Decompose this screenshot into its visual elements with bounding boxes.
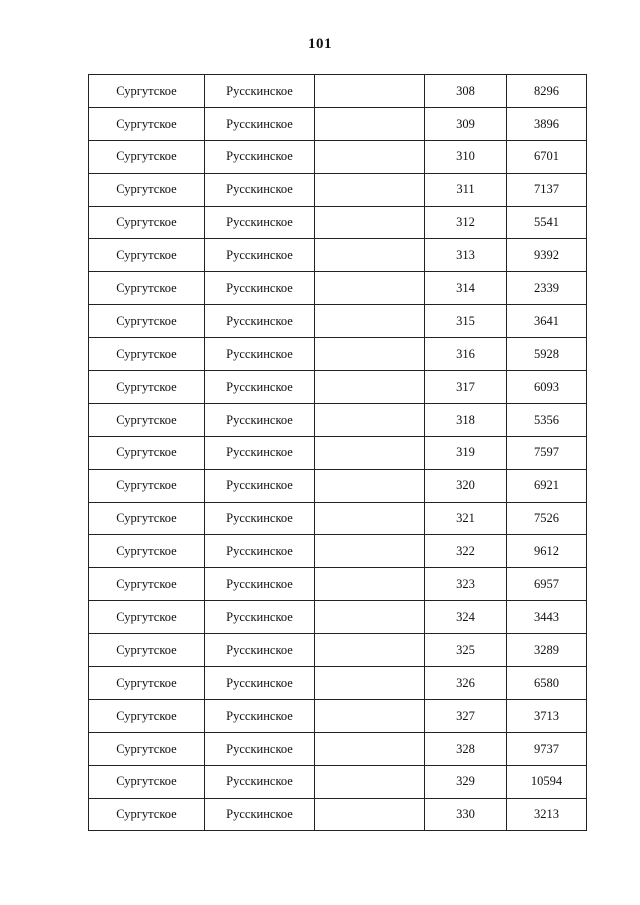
area-cell: Русскинское bbox=[205, 469, 315, 502]
blank-cell bbox=[315, 667, 425, 700]
value-cell: 7526 bbox=[507, 502, 587, 535]
table-row bbox=[89, 798, 587, 831]
area-cell: Русскинское bbox=[205, 338, 315, 371]
table-row bbox=[89, 765, 587, 798]
blank-cell bbox=[315, 239, 425, 272]
value-cell: 3641 bbox=[507, 305, 587, 338]
table-row bbox=[89, 272, 587, 305]
blank-cell bbox=[315, 206, 425, 239]
number-cell: 326 bbox=[425, 667, 507, 700]
blank-cell bbox=[315, 107, 425, 140]
value-cell: 3713 bbox=[507, 699, 587, 732]
value-cell: 10594 bbox=[507, 765, 587, 798]
field-cell: Сургутское bbox=[89, 667, 205, 700]
blank-cell bbox=[315, 338, 425, 371]
field-cell: Сургутское bbox=[89, 436, 205, 469]
table-row bbox=[89, 371, 587, 404]
area-cell: Русскинское bbox=[205, 732, 315, 765]
value-cell: 6580 bbox=[507, 667, 587, 700]
value-cell: 6093 bbox=[507, 371, 587, 404]
field-cell: Сургутское bbox=[89, 206, 205, 239]
field-cell: Сургутское bbox=[89, 403, 205, 436]
area-cell: Русскинское bbox=[205, 798, 315, 831]
field-cell: Сургутское bbox=[89, 75, 205, 108]
table-row bbox=[89, 699, 587, 732]
value-cell: 6701 bbox=[507, 140, 587, 173]
value-cell: 3443 bbox=[507, 601, 587, 634]
value-cell: 9392 bbox=[507, 239, 587, 272]
number-cell: 308 bbox=[425, 75, 507, 108]
number-cell: 325 bbox=[425, 634, 507, 667]
field-cell: Сургутское bbox=[89, 765, 205, 798]
area-cell: Русскинское bbox=[205, 107, 315, 140]
number-cell: 309 bbox=[425, 107, 507, 140]
table-row bbox=[89, 732, 587, 765]
blank-cell bbox=[315, 601, 425, 634]
area-cell: Русскинское bbox=[205, 601, 315, 634]
table-row bbox=[89, 338, 587, 371]
table-row bbox=[89, 140, 587, 173]
table-row bbox=[89, 403, 587, 436]
area-cell: Русскинское bbox=[205, 173, 315, 206]
number-cell: 314 bbox=[425, 272, 507, 305]
area-cell: Русскинское bbox=[205, 403, 315, 436]
number-cell: 330 bbox=[425, 798, 507, 831]
number-cell: 317 bbox=[425, 371, 507, 404]
area-cell: Русскинское bbox=[205, 206, 315, 239]
field-cell: Сургутское bbox=[89, 502, 205, 535]
field-cell: Сургутское bbox=[89, 535, 205, 568]
field-cell: Сургутское bbox=[89, 140, 205, 173]
number-cell: 310 bbox=[425, 140, 507, 173]
area-cell: Русскинское bbox=[205, 765, 315, 798]
table-row bbox=[89, 173, 587, 206]
area-cell: Русскинское bbox=[205, 436, 315, 469]
number-cell: 313 bbox=[425, 239, 507, 272]
blank-cell bbox=[315, 699, 425, 732]
field-cell: Сургутское bbox=[89, 634, 205, 667]
blank-cell bbox=[315, 798, 425, 831]
value-cell: 5928 bbox=[507, 338, 587, 371]
number-cell: 316 bbox=[425, 338, 507, 371]
number-cell: 319 bbox=[425, 436, 507, 469]
table-row bbox=[89, 535, 587, 568]
field-cell: Сургутское bbox=[89, 305, 205, 338]
table-row bbox=[89, 75, 587, 108]
area-cell: Русскинское bbox=[205, 371, 315, 404]
blank-cell bbox=[315, 173, 425, 206]
value-cell: 3896 bbox=[507, 107, 587, 140]
value-cell: 9737 bbox=[507, 732, 587, 765]
field-cell: Сургутское bbox=[89, 568, 205, 601]
blank-cell bbox=[315, 371, 425, 404]
area-cell: Русскинское bbox=[205, 140, 315, 173]
blank-cell bbox=[315, 140, 425, 173]
field-cell: Сургутское bbox=[89, 272, 205, 305]
blank-cell bbox=[315, 502, 425, 535]
value-cell: 6957 bbox=[507, 568, 587, 601]
field-cell: Сургутское bbox=[89, 699, 205, 732]
table-row bbox=[89, 206, 587, 239]
number-cell: 324 bbox=[425, 601, 507, 634]
value-cell: 5541 bbox=[507, 206, 587, 239]
blank-cell bbox=[315, 634, 425, 667]
area-cell: Русскинское bbox=[205, 568, 315, 601]
value-cell: 6921 bbox=[507, 469, 587, 502]
blank-cell bbox=[315, 403, 425, 436]
table-row bbox=[89, 634, 587, 667]
number-cell: 323 bbox=[425, 568, 507, 601]
area-cell: Русскинское bbox=[205, 239, 315, 272]
number-cell: 315 bbox=[425, 305, 507, 338]
table-row bbox=[89, 436, 587, 469]
number-cell: 311 bbox=[425, 173, 507, 206]
area-cell: Русскинское bbox=[205, 667, 315, 700]
number-cell: 312 bbox=[425, 206, 507, 239]
number-cell: 329 bbox=[425, 765, 507, 798]
value-cell: 7137 bbox=[507, 173, 587, 206]
blank-cell bbox=[315, 732, 425, 765]
field-cell: Сургутское bbox=[89, 732, 205, 765]
value-cell: 8296 bbox=[507, 75, 587, 108]
blank-cell bbox=[315, 75, 425, 108]
value-cell: 3289 bbox=[507, 634, 587, 667]
number-cell: 327 bbox=[425, 699, 507, 732]
blank-cell bbox=[315, 765, 425, 798]
field-cell: Сургутское bbox=[89, 107, 205, 140]
value-cell: 2339 bbox=[507, 272, 587, 305]
field-cell: Сургутское bbox=[89, 469, 205, 502]
table-row bbox=[89, 601, 587, 634]
value-cell: 9612 bbox=[507, 535, 587, 568]
table-row bbox=[89, 568, 587, 601]
number-cell: 328 bbox=[425, 732, 507, 765]
blank-cell bbox=[315, 436, 425, 469]
blank-cell bbox=[315, 535, 425, 568]
table-row bbox=[89, 469, 587, 502]
blank-cell bbox=[315, 469, 425, 502]
area-cell: Русскинское bbox=[205, 272, 315, 305]
blank-cell bbox=[315, 272, 425, 305]
number-cell: 320 bbox=[425, 469, 507, 502]
field-cell: Сургутское bbox=[89, 798, 205, 831]
number-cell: 318 bbox=[425, 403, 507, 436]
register-table bbox=[88, 74, 587, 831]
table-row bbox=[89, 305, 587, 338]
table-row bbox=[89, 239, 587, 272]
area-cell: Русскинское bbox=[205, 535, 315, 568]
field-cell: Сургутское bbox=[89, 173, 205, 206]
blank-cell bbox=[315, 568, 425, 601]
area-cell: Русскинское bbox=[205, 75, 315, 108]
area-cell: Русскинское bbox=[205, 502, 315, 535]
value-cell: 7597 bbox=[507, 436, 587, 469]
number-cell: 321 bbox=[425, 502, 507, 535]
area-cell: Русскинское bbox=[205, 699, 315, 732]
value-cell: 3213 bbox=[507, 798, 587, 831]
field-cell: Сургутское bbox=[89, 239, 205, 272]
field-cell: Сургутское bbox=[89, 371, 205, 404]
field-cell: Сургутское bbox=[89, 338, 205, 371]
area-cell: Русскинское bbox=[205, 305, 315, 338]
table-row bbox=[89, 502, 587, 535]
number-cell: 322 bbox=[425, 535, 507, 568]
area-cell: Русскинское bbox=[205, 634, 315, 667]
table-row bbox=[89, 107, 587, 140]
value-cell: 5356 bbox=[507, 403, 587, 436]
blank-cell bbox=[315, 305, 425, 338]
field-cell: Сургутское bbox=[89, 601, 205, 634]
page-number: 101 bbox=[308, 36, 332, 52]
table-row bbox=[89, 667, 587, 700]
register-table-body bbox=[89, 75, 587, 831]
